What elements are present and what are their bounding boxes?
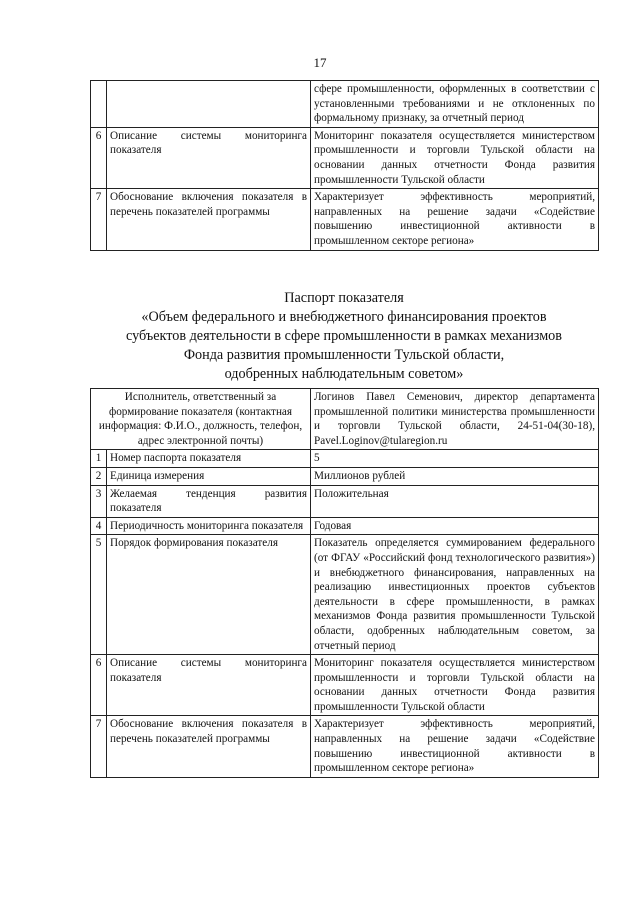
row-label: Описание системы мониторинга показателя (107, 655, 311, 716)
row-label: Периодичность мониторинга показателя (107, 517, 311, 535)
row-value: Положительная (311, 485, 599, 517)
table-row (91, 189, 599, 250)
table-row (91, 450, 599, 468)
row-value: 5 (311, 450, 599, 468)
responsible-value: Логинов Павел Семенович, директор департамента промышленной политики министерства промышленности и торговли Тульской области, 24-51-04(30-18), Pavel.Loginov@tularegion.ru (311, 389, 599, 450)
row-label: Желаемая тенденция развития показателя (107, 485, 311, 517)
row-value: Показатель определяется суммированием федерального (от ФГАУ «Российский фонд технологического развития») и внебюджетного финансирования, направленных на реализацию инвестиционных проектов субъектов деятельности в сфере промышленности, в рамках механизмов Фонда развития промышленности Тульской области, одобренных наблюдательным советом, за отчетный период (311, 535, 599, 655)
page-number: 17 (313, 55, 327, 70)
row-value: Мониторинг показателя осуществляется министерством промышленности и торговли Тульской области на основании данных отчетности Фонда развития промышленности Тульской области (311, 127, 599, 188)
table-row (91, 655, 599, 716)
passport-title-line: одобренных наблюдательным советом» (224, 366, 464, 382)
table-row (91, 81, 599, 128)
row-value: Мониторинг показателя осуществляется министерством промышленности и торговли Тульской области на основании данных отчетности Фонда развития промышленности Тульской области (311, 655, 599, 716)
row-label: Порядок формирования показателя (107, 535, 311, 655)
row-number: 1 (91, 450, 107, 468)
table-row (91, 127, 599, 188)
row-number (91, 81, 107, 128)
row-number: 7 (91, 189, 107, 250)
continued-indicator-table (90, 80, 599, 251)
row-label: Обоснование включения показателя в перечень показателей программы (107, 716, 311, 777)
table-row (91, 517, 599, 535)
row-label: Описание системы мониторинга показателя (107, 127, 311, 188)
row-number: 5 (91, 535, 107, 655)
row-number: 3 (91, 485, 107, 517)
table-header-row (91, 389, 599, 450)
row-label: Единица измерения (107, 467, 311, 485)
passport-title-line: субъектов деятельности в сфере промышленности в рамках механизмов (126, 328, 562, 344)
row-value: Характеризует эффективность мероприятий, направленных на решение задачи «Содействие повышению инвестиционной активности в промышленном секторе региона» (311, 716, 599, 777)
row-number: 6 (91, 655, 107, 716)
table-row (91, 716, 599, 777)
table-row (91, 535, 599, 655)
table-row (91, 467, 599, 485)
row-number: 4 (91, 517, 107, 535)
table-row (91, 485, 599, 517)
responsible-label: Исполнитель, ответственный за формирование показателя (контактная информация: Ф.И.О., должность, телефон, адрес электронной почты) (91, 389, 311, 450)
row-value: Миллионов рублей (311, 467, 599, 485)
passport-title (90, 289, 598, 384)
row-number: 2 (91, 467, 107, 485)
indicator-passport-table (90, 388, 599, 778)
row-number: 7 (91, 716, 107, 777)
row-number: 6 (91, 127, 107, 188)
row-value: Характеризует эффективность мероприятий, направленных на решение задачи «Содействие повышению инвестиционной активности в промышленном секторе региона» (311, 189, 599, 250)
row-value: Годовая (311, 517, 599, 535)
row-value: сфере промышленности, оформленных в соответствии с установленными требованиями и не отклоненных по формальному признаку, за отчетный период (311, 81, 599, 128)
row-label (107, 81, 311, 128)
row-label: Номер паспорта показателя (107, 450, 311, 468)
row-label: Обоснование включения показателя в перечень показателей программы (107, 189, 311, 250)
passport-title-line: Паспорт показателя (284, 290, 404, 306)
passport-title-line: «Объем федерального и внебюджетного финансирования проектов (141, 309, 547, 325)
passport-title-line: Фонда развития промышленности Тульской области, (183, 347, 505, 363)
